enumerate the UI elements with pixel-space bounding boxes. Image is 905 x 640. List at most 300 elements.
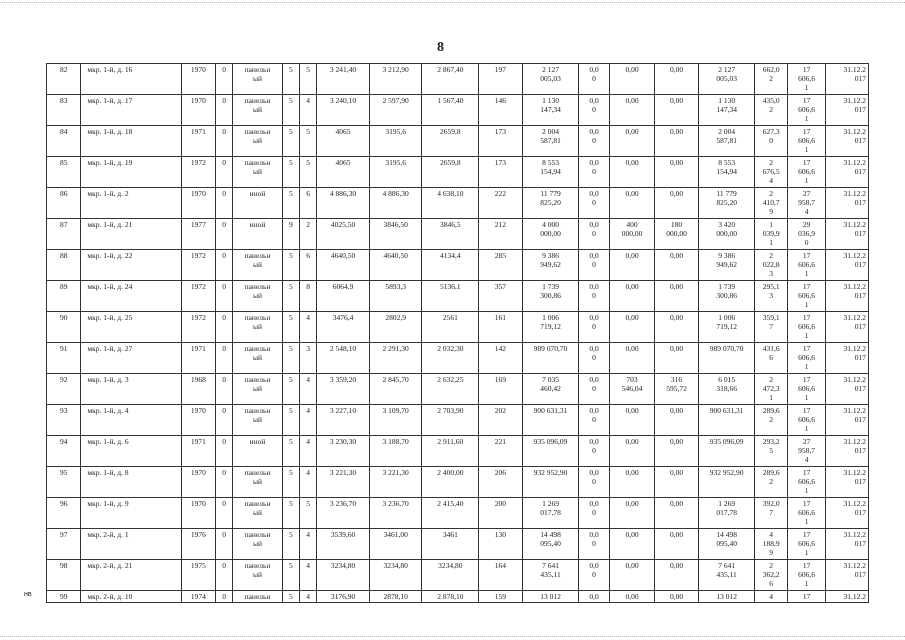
date-cell: 31.12.2 017 bbox=[826, 374, 869, 405]
cell-12: 0,0 0 bbox=[579, 560, 609, 591]
cell-17: 29 036,9 0 bbox=[787, 219, 825, 250]
cell-17: 17 606,6 1 bbox=[787, 64, 825, 95]
living-area-cell: 3195,6 bbox=[369, 157, 422, 188]
date-cell: 31.12.2 017 bbox=[826, 95, 869, 126]
cell-17: 17 606,6 1 bbox=[787, 498, 825, 529]
apartment-area-cell: 3234,80 bbox=[422, 560, 479, 591]
apartment-area-cell: 2 032,30 bbox=[422, 343, 479, 374]
floors-cell: 5 bbox=[282, 560, 299, 591]
zero-cell: 0 bbox=[216, 343, 233, 374]
cell-17: 27 958,7 4 bbox=[787, 436, 825, 467]
year-cell: 1971 bbox=[181, 343, 215, 374]
cell-17: 17 606,6 1 bbox=[787, 374, 825, 405]
total-cost-cell: 9 386 949,62 bbox=[522, 250, 579, 281]
apartment-area-cell: 3846,5 bbox=[422, 219, 479, 250]
row-number: 94 bbox=[47, 436, 81, 467]
cell-17: 17 606,6 1 bbox=[787, 560, 825, 591]
zero-cell: 0 bbox=[216, 498, 233, 529]
cell-15: 9 386 949,62 bbox=[698, 250, 755, 281]
apartment-area-cell: 5136,1 bbox=[422, 281, 479, 312]
residents-cell: 212 bbox=[479, 219, 523, 250]
address-cell: мкр. 1-й, д. 21 bbox=[81, 219, 181, 250]
row-number: 84 bbox=[47, 126, 81, 157]
cell-17: 17 606,6 1 bbox=[787, 281, 825, 312]
residents-cell: 200 bbox=[479, 498, 523, 529]
apartment-area-cell: 4 638,10 bbox=[422, 188, 479, 219]
residents-cell: 142 bbox=[479, 343, 523, 374]
floors-cell: 9 bbox=[282, 219, 299, 250]
floors-cell: 5 bbox=[282, 529, 299, 560]
entrances-cell: 4 bbox=[300, 312, 317, 343]
cell-16: 2 410,7 9 bbox=[755, 188, 787, 219]
apartment-area-cell: 2 878,10 bbox=[422, 591, 479, 603]
row-number: 92 bbox=[47, 374, 81, 405]
year-cell: 1976 bbox=[181, 529, 215, 560]
cell-16: 662,0 2 bbox=[755, 64, 787, 95]
date-cell: 31.12.2 017 bbox=[826, 188, 869, 219]
housing-table bbox=[46, 63, 869, 603]
residents-cell: 159 bbox=[479, 591, 523, 603]
total-cost-cell: 7 035 460,42 bbox=[522, 374, 579, 405]
zero-cell: 0 bbox=[216, 591, 233, 603]
zero-cell: 0 bbox=[216, 157, 233, 188]
cell-14: 0,00 bbox=[655, 188, 699, 219]
address-cell: мкр. 1-й, д. 19 bbox=[81, 157, 181, 188]
living-area-cell: 4640,50 bbox=[369, 250, 422, 281]
entrances-cell: 6 bbox=[300, 188, 317, 219]
table-row bbox=[47, 591, 869, 603]
cell-17: 17 606,6 1 bbox=[787, 250, 825, 281]
date-cell: 31.12.2 017 bbox=[826, 343, 869, 374]
floors-cell: 5 bbox=[282, 498, 299, 529]
floors-cell: 5 bbox=[282, 374, 299, 405]
table-row bbox=[47, 188, 869, 219]
cell-15: 14 498 095,40 bbox=[698, 529, 755, 560]
cell-17: 17 606,6 1 bbox=[787, 312, 825, 343]
year-cell: 1970 bbox=[181, 188, 215, 219]
floors-cell: 5 bbox=[282, 436, 299, 467]
zero-cell: 0 bbox=[216, 405, 233, 436]
table-row bbox=[47, 281, 869, 312]
date-cell: 31.12.2 017 bbox=[826, 250, 869, 281]
entrances-cell: 8 bbox=[300, 281, 317, 312]
year-cell: 1970 bbox=[181, 498, 215, 529]
cell-16: 295,1 3 bbox=[755, 281, 787, 312]
zero-cell: 0 bbox=[216, 529, 233, 560]
year-cell: 1972 bbox=[181, 250, 215, 281]
row-number: 96 bbox=[47, 498, 81, 529]
year-cell: 1970 bbox=[181, 405, 215, 436]
wall-material-cell: панельн ый bbox=[233, 529, 283, 560]
address-cell: мкр. 1-й, д. 25 bbox=[81, 312, 181, 343]
residents-cell: 202 bbox=[479, 405, 523, 436]
cell-12: 0,0 0 bbox=[579, 405, 609, 436]
living-area-cell: 3195,6 bbox=[369, 126, 422, 157]
wall-material-cell: панельн ый bbox=[233, 467, 283, 498]
address-cell: мкр. 1-й, д. 9 bbox=[81, 498, 181, 529]
floors-cell: 5 bbox=[282, 281, 299, 312]
cell-17: 17 606,6 1 bbox=[787, 529, 825, 560]
row-number: 98 bbox=[47, 560, 81, 591]
wall-material-cell: панельн ый bbox=[233, 126, 283, 157]
total-area-cell: 4065 bbox=[317, 126, 370, 157]
row-number: 82 bbox=[47, 64, 81, 95]
row-number: 93 bbox=[47, 405, 81, 436]
floors-cell: 5 bbox=[282, 126, 299, 157]
entrances-cell: 2 bbox=[300, 219, 317, 250]
cell-16: 4 188,9 9 bbox=[755, 529, 787, 560]
cell-17: 17 606,6 1 bbox=[787, 126, 825, 157]
cell-13: 400 000,00 bbox=[609, 219, 655, 250]
total-cost-cell: 14 498 095,40 bbox=[522, 529, 579, 560]
apartment-area-cell: 2 703,90 bbox=[422, 405, 479, 436]
date-cell: 31.12.2 017 bbox=[826, 467, 869, 498]
cell-14: 0,00 bbox=[655, 126, 699, 157]
date-cell: 31.12.2 017 bbox=[826, 312, 869, 343]
entrances-cell: 4 bbox=[300, 436, 317, 467]
zero-cell: 0 bbox=[216, 64, 233, 95]
year-cell: 1972 bbox=[181, 157, 215, 188]
cell-14: 0,00 bbox=[655, 157, 699, 188]
apartment-area-cell: 2561 bbox=[422, 312, 479, 343]
cell-12: 0,0 0 bbox=[579, 343, 609, 374]
row-number: 97 bbox=[47, 529, 81, 560]
residents-cell: 130 bbox=[479, 529, 523, 560]
living-area-cell: 3234,80 bbox=[369, 560, 422, 591]
total-area-cell: 3 241,40 bbox=[317, 64, 370, 95]
apartment-area-cell: 2 415,40 bbox=[422, 498, 479, 529]
table-row bbox=[47, 64, 869, 95]
wall-material-cell: панельн ый bbox=[233, 312, 283, 343]
total-area-cell: 4065 bbox=[317, 157, 370, 188]
total-area-cell: 3 359,20 bbox=[317, 374, 370, 405]
zero-cell: 0 bbox=[216, 374, 233, 405]
zero-cell: 0 bbox=[216, 250, 233, 281]
address-cell: мкр. 1-й, д. 3 bbox=[81, 374, 181, 405]
row-number: 89 bbox=[47, 281, 81, 312]
cell-15: 11 779 825,20 bbox=[698, 188, 755, 219]
cell-15: 900 631,31 bbox=[698, 405, 755, 436]
page-number: 8 bbox=[437, 40, 444, 55]
table-row bbox=[47, 219, 869, 250]
cell-15: 8 553 154,94 bbox=[698, 157, 755, 188]
row-number: 91 bbox=[47, 343, 81, 374]
apartment-area-cell: 2 867,40 bbox=[422, 64, 479, 95]
year-cell: 1970 bbox=[181, 467, 215, 498]
year-cell: 1970 bbox=[181, 64, 215, 95]
cell-13: 0,00 bbox=[609, 64, 655, 95]
apartment-area-cell: 2 632,25 bbox=[422, 374, 479, 405]
cell-12: 0,0 0 bbox=[579, 281, 609, 312]
residents-cell: 146 bbox=[479, 95, 523, 126]
cell-14: 0,00 bbox=[655, 529, 699, 560]
cell-14: 0,00 bbox=[655, 560, 699, 591]
cell-16: 2 022,8 3 bbox=[755, 250, 787, 281]
total-cost-cell: 11 779 825,20 bbox=[522, 188, 579, 219]
cell-15: 1 006 719,12 bbox=[698, 312, 755, 343]
address-cell: мкр. 2-й, д. 10 bbox=[81, 591, 181, 603]
cell-13: 0,00 bbox=[609, 188, 655, 219]
floors-cell: 5 bbox=[282, 467, 299, 498]
entrances-cell: 4 bbox=[300, 560, 317, 591]
total-cost-cell: 1 130 147,34 bbox=[522, 95, 579, 126]
table-row bbox=[47, 436, 869, 467]
cell-12: 0,0 0 bbox=[579, 498, 609, 529]
living-area-cell: 3 188,70 bbox=[369, 436, 422, 467]
cell-12: 0,0 0 bbox=[579, 529, 609, 560]
cell-14: 0,00 bbox=[655, 467, 699, 498]
cell-16: 2 676,5 4 bbox=[755, 157, 787, 188]
address-cell: мкр. 1-й, д. 24 bbox=[81, 281, 181, 312]
cell-14: 180 000,00 bbox=[655, 219, 699, 250]
address-cell: мкр. 1-й, д. 6 bbox=[81, 436, 181, 467]
cell-16: 289,6 2 bbox=[755, 467, 787, 498]
cell-14: 0,00 bbox=[655, 498, 699, 529]
address-cell: мкр. 1-й, д. 8 bbox=[81, 467, 181, 498]
living-area-cell: 3846,50 bbox=[369, 219, 422, 250]
zero-cell: 0 bbox=[216, 281, 233, 312]
cell-15: 6 015 318,66 bbox=[698, 374, 755, 405]
residents-cell: 222 bbox=[479, 188, 523, 219]
total-cost-cell: 932 952,90 bbox=[522, 467, 579, 498]
apartment-area-cell: 2 400,00 bbox=[422, 467, 479, 498]
cell-17: 17 606,6 1 bbox=[787, 343, 825, 374]
residents-cell: 173 bbox=[479, 157, 523, 188]
floors-cell: 5 bbox=[282, 312, 299, 343]
cell-14: 0,00 bbox=[655, 95, 699, 126]
total-cost-cell: 1 739 300,86 bbox=[522, 281, 579, 312]
total-area-cell: 3 240,10 bbox=[317, 95, 370, 126]
cell-12: 0,0 0 bbox=[579, 219, 609, 250]
date-cell: 31.12.2 017 bbox=[826, 560, 869, 591]
cell-14: 0,00 bbox=[655, 343, 699, 374]
cell-12: 0,0 0 bbox=[579, 436, 609, 467]
date-cell: 31.12.2 017 bbox=[826, 529, 869, 560]
residents-cell: 285 bbox=[479, 250, 523, 281]
wall-material-cell: иной bbox=[233, 436, 283, 467]
date-cell: 31.12.2 017 bbox=[826, 126, 869, 157]
address-cell: мкр. 1-й, д. 16 bbox=[81, 64, 181, 95]
total-cost-cell: 2 004 587,81 bbox=[522, 126, 579, 157]
living-area-cell: 3 221,30 bbox=[369, 467, 422, 498]
total-area-cell: 3 230,30 bbox=[317, 436, 370, 467]
cell-13: 0,00 bbox=[609, 498, 655, 529]
apartment-area-cell: 2659,8 bbox=[422, 126, 479, 157]
living-area-cell: 2 291,30 bbox=[369, 343, 422, 374]
apartment-area-cell: 2659,8 bbox=[422, 157, 479, 188]
cell-13: 0,00 bbox=[609, 250, 655, 281]
cell-16: 1 039,9 1 bbox=[755, 219, 787, 250]
living-area-cell: 3461,00 bbox=[369, 529, 422, 560]
living-area-cell: 2 845,70 bbox=[369, 374, 422, 405]
entrances-cell: 4 bbox=[300, 95, 317, 126]
cell-16: 2 362,2 6 bbox=[755, 560, 787, 591]
cell-17: 17 606,6 1 bbox=[787, 157, 825, 188]
entrances-cell: 4 bbox=[300, 467, 317, 498]
cell-15: 989 070,70 bbox=[698, 343, 755, 374]
row-number: 88 bbox=[47, 250, 81, 281]
year-cell: 1975 bbox=[181, 560, 215, 591]
wall-material-cell: панельн ый bbox=[233, 560, 283, 591]
cell-13: 0,00 bbox=[609, 281, 655, 312]
floors-cell: 5 bbox=[282, 343, 299, 374]
footer-mark: нв bbox=[24, 591, 32, 598]
cell-14: 0,00 bbox=[655, 405, 699, 436]
cell-13: 703 546,04 bbox=[609, 374, 655, 405]
cell-13: 0,00 bbox=[609, 126, 655, 157]
zero-cell: 0 bbox=[216, 219, 233, 250]
date-cell: 31.12.2 bbox=[826, 591, 869, 603]
table-row bbox=[47, 157, 869, 188]
cell-13: 0,00 bbox=[609, 95, 655, 126]
total-cost-cell: 1 269 017,78 bbox=[522, 498, 579, 529]
cell-15: 2 004 587,81 bbox=[698, 126, 755, 157]
cell-15: 2 127 005,03 bbox=[698, 64, 755, 95]
cell-13: 0,00 bbox=[609, 343, 655, 374]
row-number: 85 bbox=[47, 157, 81, 188]
cell-12: 0,0 0 bbox=[579, 126, 609, 157]
entrances-cell: 4 bbox=[300, 591, 317, 603]
total-area-cell: 4640,50 bbox=[317, 250, 370, 281]
cell-13: 0,00 bbox=[609, 560, 655, 591]
table-row bbox=[47, 95, 869, 126]
total-area-cell: 3234,80 bbox=[317, 560, 370, 591]
wall-material-cell: панельн ый bbox=[233, 157, 283, 188]
entrances-cell: 5 bbox=[300, 64, 317, 95]
row-number: 90 bbox=[47, 312, 81, 343]
total-area-cell: 4 886,30 bbox=[317, 188, 370, 219]
address-cell: мкр. 1-й, д. 18 bbox=[81, 126, 181, 157]
total-cost-cell: 989 070,70 bbox=[522, 343, 579, 374]
residents-cell: 206 bbox=[479, 467, 523, 498]
scan-bottom-edge bbox=[0, 636, 905, 637]
cell-14: 0,00 bbox=[655, 436, 699, 467]
total-area-cell: 3539,60 bbox=[317, 529, 370, 560]
apartment-area-cell: 2 911,60 bbox=[422, 436, 479, 467]
cell-16: 289,6 2 bbox=[755, 405, 787, 436]
total-cost-cell: 935 096,09 bbox=[522, 436, 579, 467]
total-area-cell: 3 227,10 bbox=[317, 405, 370, 436]
cell-15: 3 420 000,00 bbox=[698, 219, 755, 250]
cell-16: 359,1 7 bbox=[755, 312, 787, 343]
cell-13: 0,00 bbox=[609, 467, 655, 498]
floors-cell: 5 bbox=[282, 95, 299, 126]
cell-15: 7 641 435,11 bbox=[698, 560, 755, 591]
apartment-area-cell: 3461 bbox=[422, 529, 479, 560]
cell-12: 0,0 0 bbox=[579, 157, 609, 188]
cell-12: 0,0 0 bbox=[579, 95, 609, 126]
scan-top-edge bbox=[0, 2, 905, 3]
entrances-cell: 6 bbox=[300, 250, 317, 281]
zero-cell: 0 bbox=[216, 95, 233, 126]
cell-13: 0,00 bbox=[609, 312, 655, 343]
living-area-cell: 5893,3 bbox=[369, 281, 422, 312]
apartment-area-cell: 1 567,40 bbox=[422, 95, 479, 126]
table-row bbox=[47, 126, 869, 157]
residents-cell: 221 bbox=[479, 436, 523, 467]
cell-12: 0,0 bbox=[579, 591, 609, 603]
residents-cell: 197 bbox=[479, 64, 523, 95]
total-cost-cell: 900 631,31 bbox=[522, 405, 579, 436]
zero-cell: 0 bbox=[216, 126, 233, 157]
residents-cell: 161 bbox=[479, 312, 523, 343]
entrances-cell: 4 bbox=[300, 529, 317, 560]
cell-12: 0,0 0 bbox=[579, 374, 609, 405]
table-row bbox=[47, 529, 869, 560]
address-cell: мкр. 1-й, д. 17 bbox=[81, 95, 181, 126]
address-cell: мкр. 1-й, д. 4 bbox=[81, 405, 181, 436]
address-cell: мкр. 2-й, д. 1 bbox=[81, 529, 181, 560]
address-cell: мкр. 1-й, д. 27 bbox=[81, 343, 181, 374]
year-cell: 1972 bbox=[181, 312, 215, 343]
wall-material-cell: панельн ый bbox=[233, 281, 283, 312]
zero-cell: 0 bbox=[216, 560, 233, 591]
cell-15: 1 739 300,86 bbox=[698, 281, 755, 312]
living-area-cell: 2 597,90 bbox=[369, 95, 422, 126]
residents-cell: 169 bbox=[479, 374, 523, 405]
zero-cell: 0 bbox=[216, 188, 233, 219]
floors-cell: 5 bbox=[282, 250, 299, 281]
cell-16: 293,2 5 bbox=[755, 436, 787, 467]
entrances-cell: 4 bbox=[300, 405, 317, 436]
living-area-cell: 2878,10 bbox=[369, 591, 422, 603]
living-area-cell: 2802,9 bbox=[369, 312, 422, 343]
cell-14: 0,00 bbox=[655, 64, 699, 95]
floors-cell: 5 bbox=[282, 405, 299, 436]
row-number: 99 bbox=[47, 591, 81, 603]
zero-cell: 0 bbox=[216, 312, 233, 343]
cell-15: 1 269 017,78 bbox=[698, 498, 755, 529]
table-row bbox=[47, 250, 869, 281]
total-cost-cell: 1 006 719,12 bbox=[522, 312, 579, 343]
total-cost-cell: 13 012 bbox=[522, 591, 579, 603]
residents-cell: 173 bbox=[479, 126, 523, 157]
wall-material-cell: панельн ый bbox=[233, 498, 283, 529]
wall-material-cell: панельн ый bbox=[233, 64, 283, 95]
cell-13: 0,00 bbox=[609, 405, 655, 436]
cell-17: 17 bbox=[787, 591, 825, 603]
cell-15: 935 096,09 bbox=[698, 436, 755, 467]
wall-material-cell: панельн bbox=[233, 591, 283, 603]
wall-material-cell: панельн ый bbox=[233, 374, 283, 405]
year-cell: 1972 bbox=[181, 281, 215, 312]
wall-material-cell: иной bbox=[233, 188, 283, 219]
date-cell: 31.12.2 017 bbox=[826, 405, 869, 436]
total-area-cell: 3 236,70 bbox=[317, 498, 370, 529]
entrances-cell: 5 bbox=[300, 126, 317, 157]
year-cell: 1970 bbox=[181, 95, 215, 126]
cell-17: 27 958,7 4 bbox=[787, 188, 825, 219]
cell-14: 0,00 bbox=[655, 312, 699, 343]
cell-13: 0,00 bbox=[609, 436, 655, 467]
cell-16: 627,3 0 bbox=[755, 126, 787, 157]
row-number: 86 bbox=[47, 188, 81, 219]
floors-cell: 5 bbox=[282, 591, 299, 603]
cell-15: 13 012 bbox=[698, 591, 755, 603]
table-row bbox=[47, 467, 869, 498]
cell-17: 17 606,6 1 bbox=[787, 95, 825, 126]
date-cell: 31.12.2 017 bbox=[826, 64, 869, 95]
cell-14: 316 595,72 bbox=[655, 374, 699, 405]
floors-cell: 5 bbox=[282, 188, 299, 219]
wall-material-cell: панельн ый bbox=[233, 95, 283, 126]
wall-material-cell: панельн ый bbox=[233, 405, 283, 436]
table-row bbox=[47, 405, 869, 436]
cell-15: 932 952,90 bbox=[698, 467, 755, 498]
total-area-cell: 2 548,10 bbox=[317, 343, 370, 374]
year-cell: 1977 bbox=[181, 219, 215, 250]
row-number: 83 bbox=[47, 95, 81, 126]
